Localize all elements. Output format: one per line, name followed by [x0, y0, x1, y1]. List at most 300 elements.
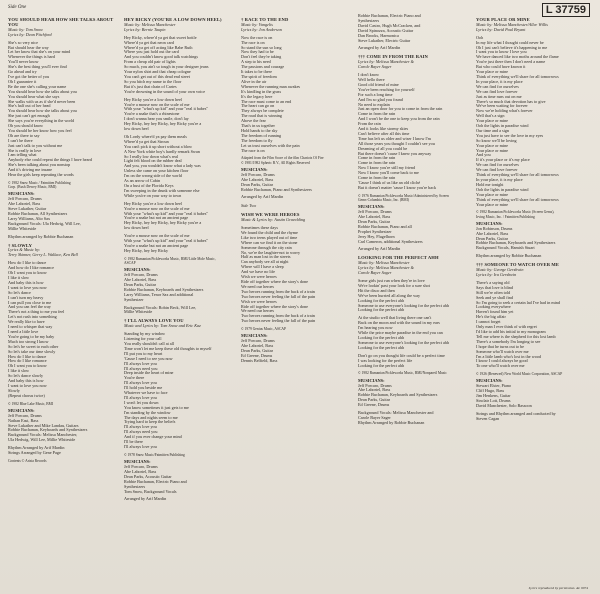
text-line: Robbie Buchanan, Piano and all [358, 223, 412, 229]
lyrics-column-4 [358, 14, 468, 588]
text-line: Robbie Buchanan, Keyboards and Synthesizers [476, 240, 556, 246]
text-line: Abe Laboriel, Bass [241, 343, 274, 349]
text-line: David Manchester, Solo Bassoon [476, 402, 532, 408]
copyright-line: © 1982 Rumanian Pickleworks Music, BMI/Little Mole Music, [124, 256, 216, 261]
text-line: Abe Laboriel, Bass [8, 201, 41, 207]
text-line: Millie Whiteside [8, 225, 37, 231]
catalog-number: L 37759 [542, 3, 590, 17]
text-line: Standing by my window [124, 331, 166, 337]
text-line: I can pull you close to me [8, 299, 52, 305]
text-line: Strings and Rhythm arranged and conducted by [476, 410, 556, 416]
text-line: How do I like romance [8, 358, 47, 364]
text-line: From the rain [358, 121, 381, 127]
text-line: Rhythm Arranged by Arif Mardin [8, 445, 65, 451]
text-line: Tell me where is the shepherd for this lost lamb [476, 333, 556, 339]
text-line: Oh are there to say [8, 132, 40, 138]
credit-line: Music by: Tom Snow [8, 26, 43, 32]
text-line: The race must come to an end [241, 98, 292, 104]
text-line: I'm sweeping in the drunk with someone else [124, 187, 200, 193]
text-line: At the studio well that living there one can't [358, 315, 432, 321]
text-line: Go ahead and try [8, 69, 37, 75]
text-line: We're lookin' past your look for a sure shot [358, 282, 430, 288]
lyrics-column-2 [124, 14, 234, 588]
text-line: Our time and a sign [476, 127, 510, 133]
text-line: Synthesizers [358, 17, 380, 23]
text-line: There's so much that devotion has to give [476, 98, 546, 104]
text-line: The race is on [241, 147, 265, 153]
text-line: Steven Cagan [476, 415, 500, 421]
text-line: Hold hands to the sky [241, 127, 278, 133]
text-line: You just have to see the love in my eyes [476, 132, 544, 138]
text-line: I like it slow [8, 275, 30, 280]
text-line: I'll always love you [124, 424, 157, 430]
text-line: Ride off together where the story's done [241, 279, 308, 284]
text-line: For such a long time [358, 91, 393, 97]
text-line: I won't let you down [124, 399, 159, 405]
section-heading: MUSICIANS: [8, 191, 35, 197]
lyrics-column-3 [241, 14, 351, 588]
text-line: Abe Laboriel, Bass [124, 277, 157, 282]
text-line: Hey Ricky, hey hey Ricky, hey Ricky you're a [124, 121, 202, 127]
copyright-line: © 1982 Rumanian Pickleworks Music (Screen Gems), [476, 210, 555, 215]
copyright-line: ASCAP [124, 260, 136, 265]
text-line: You can't get out of this dead end street [124, 73, 190, 79]
credit-line: Carole Bayer Sager [358, 270, 392, 276]
text-line: David Spinozza, Acoustic Guitar [358, 27, 414, 33]
text-line: The heart can go on [241, 103, 275, 109]
credit-line: Carole Bayer Sager [358, 64, 392, 70]
text-line: Jeff Porcaro, Drums [8, 412, 42, 418]
text-line: Synthesizer [124, 296, 144, 302]
text-line: You should be her know how you feel [8, 127, 72, 133]
text-line: Oh I guarantee it [8, 78, 37, 84]
text-line: I can't be there [8, 137, 33, 143]
text-line: I'll always love you [124, 360, 157, 366]
text-line: 'Cause I need to see you now [124, 355, 173, 361]
text-line: So let's take our time slowly [8, 348, 56, 354]
text-line: The freedom to fly [241, 137, 273, 143]
side-one-label: Side One [8, 5, 27, 10]
text-line: low down heel [124, 126, 149, 132]
text-line: In your place, it is my place [476, 78, 523, 84]
text-line: Background Vocals, Hamish Stuart [476, 245, 535, 251]
text-line: Your place or mine [476, 142, 509, 148]
text-line: Arranged by Arif Mardin [124, 496, 167, 502]
text-line: They always be complete [241, 108, 284, 114]
text-line: I want to love you now [8, 382, 47, 388]
text-line: Be the one she's calling your name [8, 83, 67, 89]
text-line: low down heel [124, 225, 149, 231]
lyrics-column-5 [476, 14, 586, 588]
text-line: Your place or mine [476, 69, 509, 75]
copyright-line: © 1982 Snow Music / Fatmitten Publishing [8, 181, 71, 185]
text-line: Ooh the lights in paradise wind [476, 186, 529, 192]
text-line: Abe Laboriel, Bass [358, 214, 391, 220]
text-line: Background Vocals: Melissa Manchester, [8, 432, 78, 438]
text-line: I hope that he turns out to be [476, 343, 525, 349]
text-line: Oh you should know [8, 123, 44, 129]
text-line: Where can we find it on the stone [241, 239, 298, 245]
text-line: The spirit of freedom [241, 73, 277, 79]
text-line: So I'm going to seek a certain lad I've had in mind [476, 299, 560, 305]
text-line: We can find for ourselves [476, 162, 519, 168]
text-line: I can't turn my heavy [8, 294, 44, 300]
text-line: Two heroes running from the back of a train [241, 288, 315, 294]
text-line: She walks with us as if she'd never been [8, 98, 76, 104]
text-line: Jeff Porcaro, Drums [241, 338, 275, 344]
text-line: Come in from the rain [358, 175, 396, 181]
text-line: (Repeat chorus twice) [8, 392, 45, 398]
text-line: Looking for the perfect ahh [358, 362, 405, 368]
text-line: Where'd ya get off acting like Babe Ruth [124, 44, 193, 50]
text-line: I'll always love you [124, 444, 157, 449]
text-line: And if you ever change your mind [124, 434, 182, 440]
text-line: I'm standing by the window [124, 409, 171, 415]
text-line: Back on the moon and with the sound in my ears [358, 320, 440, 326]
text-line: Hear the girls keep repeating the words [8, 172, 74, 178]
lyrics-column-1 [8, 14, 118, 588]
copyright-line: © 1979 Genius Music, ASCAP [241, 327, 286, 332]
text-line: I've got the better of you [8, 73, 50, 79]
text-line: We have danced like two moths around the flame [476, 54, 559, 60]
text-line: Unless she came on your kitchen floor [124, 168, 189, 174]
text-line: Abe Laboriel, Bass [241, 176, 274, 182]
text-line: Don't feel they're taking [241, 54, 282, 60]
text-line: Rhythm arranged by Robbie Buchanan [8, 233, 74, 239]
text-line: Oh I want you to know [8, 363, 47, 369]
text-line: I'd like to add his initial to my monogram [476, 328, 546, 334]
text-line: In my life what I thought could never be [476, 39, 544, 45]
text-line: The race is on [241, 39, 265, 45]
text-line: You're going to be my baby [8, 333, 55, 339]
text-line: So I really low down what's real [124, 153, 179, 159]
text-line: No need to explain [358, 101, 390, 107]
text-line: Where'd ya get that Siroun [124, 138, 169, 144]
text-line: Like two teens played out of time [241, 234, 298, 240]
text-line: And we have no life [241, 269, 275, 275]
text-line: I'll always love you [124, 394, 157, 400]
text-line: You're a mouse now on the scale of me [124, 205, 190, 211]
text-line: And you couldn't know good talk watchings [124, 54, 199, 60]
text-line: Jeff Porcaro, Drums [8, 196, 42, 202]
text-line: Background Vocals: Melissa Manchester and [358, 410, 434, 416]
text-line: With your "what's up kid" and your "real it babes" [124, 106, 209, 112]
text-line: Oh I want you to know [8, 270, 47, 276]
text-line: Don't go on you thought life could be a perfect time [358, 352, 445, 358]
text-line: Robbie Buchanan, Keyboards and Synthesizers [358, 392, 438, 398]
text-line: Just can't talk to you without me [8, 142, 63, 148]
footer-note: Lyrics reproduced by permission. AL 9074 [528, 586, 588, 590]
text-line: Listening for your call [124, 336, 162, 342]
text-line: Tom Snow, Background Vocals [124, 488, 177, 494]
text-line: That's in us together [241, 123, 275, 129]
text-line: We can find love forever [476, 167, 518, 173]
text-line: And I won't be the one to keep you from the rain [358, 116, 440, 122]
text-line: Let her know that she's on your mind [8, 49, 71, 55]
text-line: You're a mouse now on the scale of me [124, 101, 190, 107]
text-line: Good old friend of mine [358, 81, 399, 87]
text-line: Sinclair Lott, Drums [476, 398, 511, 404]
text-line: It takes to be there [241, 69, 272, 75]
text-line: I'll hold you beside me [124, 385, 163, 391]
text-line: Just an open door for you to come in from the rain [358, 106, 443, 112]
text-line: Seek and ye shall find [476, 294, 513, 300]
text-line: You should hear how she talks about you [8, 108, 77, 114]
text-line: Larry Williams, Alto Sax [8, 215, 51, 221]
section-heading: MUSICIANS: [124, 267, 151, 273]
credit-line: Music by: Melissa Manchester [124, 21, 176, 27]
credit-line: Lyrics & Music by: [8, 247, 41, 253]
text-line: Time has left us older and wiser I know I'm [358, 135, 431, 141]
text-line: Jeff Porcaro, Drums [358, 209, 392, 215]
text-line: Steve Lukather and Mike Landau, Guitars [8, 422, 79, 428]
text-line: Someone to use everyone's looking for the perfect ahh [358, 339, 449, 345]
song-title: ††† COME IN FROM THE RAIN [358, 54, 428, 60]
copyright-line: Contents © Arista Records [8, 459, 47, 464]
section-heading: MUSICIANS: [241, 333, 268, 339]
text-line: Stewart Elster, Piano [476, 383, 512, 389]
text-line: Background Vocals: Robin Beck, Will Lee, [124, 304, 197, 310]
song-title: WISH WE WERE HEROES [241, 212, 300, 218]
text-line: Dean Parks, Guitar [358, 397, 390, 403]
text-line: Well that's a sign [476, 113, 505, 119]
text-line: To one who'll watch over me [476, 363, 525, 369]
text-line: And you can feel the way [8, 304, 51, 310]
text-line: I'll put you to my heart [124, 350, 163, 356]
text-line: And you, you wouldn't know what a lady was [124, 163, 201, 169]
text-line: Oh Lordy where'd ya pay them meals [124, 133, 187, 139]
song-title: † I'LL ALWAYS LOVE YOU [124, 318, 184, 324]
text-line: But it doesn't matter 'cause I know you're back [358, 184, 437, 190]
text-line: As an arrow of Cabin [124, 178, 161, 184]
text-line: Ride off together where the story's done [241, 303, 308, 309]
copyright-line: Adapted from the Film Score of the film Chariots Of Fire [241, 156, 324, 161]
text-line: Light felt blood on the rubber deal [124, 158, 182, 164]
text-line: Whenever the running man awakes [241, 83, 301, 89]
text-line: Haven't found him yet [476, 309, 514, 315]
text-line: Hey Ricky, where'd ya get that sweet bottle [124, 34, 197, 40]
credit-line: Music & Lyrics by: Austin Gravelding [241, 217, 306, 223]
text-line: Where you just hold out the card [124, 49, 179, 55]
text-line: She's so very nice [8, 39, 38, 45]
copyright-line: © 1982 Rumanian Pickleworks Music, BMI/Nonpareil Music [358, 371, 447, 376]
section-heading: MUSICIANS: [476, 378, 503, 384]
text-line: You're a snake but not an ancient page [124, 215, 189, 221]
text-line: We can find for ourselves [476, 83, 519, 89]
text-line: I'll always love you [124, 380, 157, 386]
text-line: You can't pick it up short without a blow [124, 143, 193, 149]
text-line: You're drowning in the sound of your own voice [124, 88, 206, 94]
text-line: A New York white boy's hardly remark Swan [124, 148, 200, 154]
text-line: Someone to use everyone's looking for the perfect ahh [358, 302, 449, 308]
text-line: Wish we were heroes [241, 274, 277, 280]
text-line: She's half out of her head [8, 103, 51, 109]
text-line: Looking for the perfect ahh [358, 334, 405, 340]
text-line: Come in from the rain [358, 160, 396, 166]
text-line: Can anybody see all at night [241, 259, 289, 265]
text-line: Two heroes never feeling the fall of the pain [241, 293, 316, 299]
text-line: Two heroes running from the back of a train [241, 313, 315, 319]
text-line: With your "what's up kid" and your "real it babes" [124, 210, 209, 216]
text-line: Robbie Buchanan, All Synthesizers [8, 211, 68, 217]
text-line: Carole Bayer Sager [358, 414, 391, 420]
text-line: Carl Cameron, additional Synthesizers [358, 238, 423, 244]
song-title: HEY RICKY (YOU'RE A LOW DOWN HEEL) [124, 17, 222, 22]
text-line: Steve Lukather, Guitar [8, 206, 47, 212]
text-line: We found the child and the rhyme [241, 229, 298, 235]
text-line: We need our heroes [241, 283, 275, 289]
text-line: Where'd ya get that neon card [124, 39, 174, 45]
text-line: She's the best thing you'll ever find [8, 64, 67, 70]
text-line: Robbie Buchanan, Electric Piano and [124, 478, 187, 484]
text-line: Hey Ricky, hey hey Ricky [124, 247, 169, 253]
text-line: Come in from the rain [358, 155, 396, 161]
text-line: Now we're holding what's forever [476, 108, 533, 114]
copyright-line: Irving Music, Inc. / Fatmitten Publishing [476, 214, 535, 219]
text-line: I like it slow [8, 368, 30, 374]
text-line: Hit the disco and then [358, 287, 395, 293]
text-line: Dean Parks, Guitar [124, 281, 156, 287]
text-line: Your place or mine [476, 191, 509, 197]
text-line: Now I know you're still my friend [358, 165, 416, 171]
text-line: Sometimes these days [241, 225, 278, 231]
text-line: There's a saying old [476, 279, 510, 285]
text-line: So let's be sweet to each other [8, 343, 59, 349]
text-line: While you're on your way to town [124, 192, 182, 198]
text-line: You should hear how she talks about you [8, 88, 77, 94]
credit-line: Music by: George Gershwin [476, 267, 524, 273]
song-title: † SLOWLY [8, 242, 32, 248]
song-title: † RACE TO THE END [241, 17, 289, 22]
text-line: I'm on the wrong side of the world [124, 173, 182, 179]
text-line: Prophet Synthesizer [358, 228, 392, 234]
text-line: Trying hard to keep the beliefs [124, 419, 176, 425]
text-line: A step to his need [241, 59, 271, 65]
text-line: You should hear what she says [8, 93, 60, 99]
text-line: You've been reaching for yourself [358, 86, 415, 92]
copyright-line: © 1981/1982 Spheric B.V., All Rights Reserved [241, 160, 310, 165]
text-line: Arranged by Arif Mardin [241, 194, 284, 200]
text-line: We've been hurried all along the way [358, 292, 421, 298]
text-line: You'll never know [8, 59, 39, 65]
credit-line: Music by: Vangelis [241, 21, 273, 27]
song-title: LOOKING FOR THE PERFECT AHH [358, 255, 439, 261]
credit-line: Music and Lyrics by: Tom Snow and Eric Kaz [124, 323, 201, 329]
text-line: And it's driving me insane [8, 167, 53, 173]
section-heading: MUSICIANS: [241, 166, 268, 172]
text-line: Millie Whiteside [124, 309, 153, 315]
text-line: Dean Parks, Guitar [358, 218, 390, 224]
text-line: You're a snake that's a rhinestone [124, 111, 180, 117]
text-line: Wish we were heroes [241, 298, 277, 304]
text-line: Your place or mine [476, 118, 509, 124]
text-line: Above the fear [241, 118, 266, 124]
text-line: Jeff Porcaro, Drums [124, 272, 158, 278]
text-line: Jerry Hey, Flugelhorn [358, 233, 395, 239]
text-line: Whenever the things is hard [8, 54, 55, 60]
text-line: Let's not rush into something [8, 314, 57, 320]
text-line: Abe Laboriel, Bass [124, 468, 157, 474]
text-line: Think of everything we'll share for all tomorrows [476, 196, 559, 202]
text-line: Dreaming of all you could be [358, 145, 408, 151]
text-line: Rhythm arranged by Robbie Buchanan [476, 253, 542, 259]
text-line: But who could have known it [476, 64, 526, 70]
text-line: In your place, it is my place [476, 177, 523, 182]
section-heading: MUSICIANS: [8, 407, 35, 413]
text-line: She is really in love [8, 147, 42, 153]
credit-line: Lyrics by: Jon Anderson [241, 26, 282, 32]
text-line: It's the legacy here [241, 93, 273, 99]
text-line: Anybody else could repeat the things I have heard [8, 157, 92, 163]
text-line: You know sometimes it just gets to me [124, 404, 189, 410]
text-line: Hey Ricky you're a low down heel [124, 96, 182, 102]
text-line: Synthesizers [124, 483, 146, 489]
text-line: Dean Parks, Guitar [241, 181, 273, 187]
text-line: Looking for the perfect ahh [358, 297, 405, 303]
side-label: Side Two [241, 203, 257, 209]
text-line: Jim Henkens, Guitar [476, 393, 511, 399]
text-line: I cannot forget [476, 319, 501, 325]
text-line: I'll always need you [124, 429, 158, 435]
text-line: So much, you ain't so tough in your designer jeans [124, 64, 209, 70]
text-line: There's a somebody I'm longing to see [476, 338, 541, 344]
copyright-line: Corp. (Bush Dewey Music, BMI) [8, 185, 57, 190]
text-line: You're there [124, 375, 145, 381]
text-line: Your place or mine [476, 147, 509, 153]
text-line: I'll be there [124, 439, 143, 445]
text-line: Now they had to be [241, 49, 274, 55]
text-line: The freedom of running [241, 132, 282, 138]
text-line: On a bust of the Florida Keys [124, 183, 174, 188]
text-line: Let us trust ourselves with the pain [241, 142, 300, 148]
text-line: Oh I just can't believe it's happening to me [476, 44, 548, 50]
text-line: If it's your place or it's my place [476, 157, 530, 163]
text-line: David Castro, Hugh McCracken, and [358, 22, 421, 28]
section-heading: MUSICIANS: [476, 220, 503, 226]
copyright-line: © 1926 (Renewed) New World Music Corporation, ASCAP [476, 372, 563, 377]
text-line: Dean Parks, Acoustic Guitar [124, 473, 172, 479]
copyright-line: © 1982 Blue Lake Music, BMI [8, 401, 54, 406]
credit-line: Terry Skinner, Gerry L. Wallace, Ken Bell [8, 252, 78, 258]
copyright-line: © 1978 Snow Music/Fatmitten Publishing [124, 452, 185, 457]
text-line: Hey Ricky, hey hey Ricky, hey Ricky you're a [124, 220, 202, 226]
text-line: But there doesn't 'cause I knew you anyway [358, 150, 432, 156]
text-line: We've been waiting for forever [476, 103, 528, 109]
text-line: Your nylon shirt and that cheap cologne [124, 69, 191, 75]
text-line: Alive in the air [241, 78, 267, 84]
text-line: She's been talking about you nonstop [8, 162, 71, 168]
text-line: Looking everywhere [476, 304, 511, 310]
text-line: You're a snake but not an ancient page [124, 242, 189, 248]
text-line: And you [476, 152, 491, 158]
text-line: 'Cause I think of us like an old cliché [358, 180, 421, 185]
text-line: Whatever we have to face [124, 390, 168, 396]
text-line: I am telling what [8, 152, 37, 158]
section-heading: MUSICIANS: [358, 204, 385, 210]
text-line: I don't wanna hear you smile, don't lay [124, 116, 189, 122]
text-line: Cliff Hugo, Bass [476, 388, 505, 394]
text-line: With your "what's up kid" and your "real it babes" [124, 238, 209, 244]
text-line: I know I could always be good [476, 358, 528, 364]
text-line: Rhythm Arranged by Robbie Buchanan [358, 419, 425, 425]
text-line: Ula Hedwig, Will Lee, Millie Whiteside [8, 437, 76, 443]
text-line: So let's dance slowly [8, 373, 44, 379]
text-line: Can't believe after all this time [358, 130, 410, 136]
text-line: Hold me tonight [476, 181, 504, 187]
text-line: And how do I like romance [8, 265, 54, 271]
text-line: Abe Laboriel, Bass [476, 230, 509, 236]
text-line: We really like to have [8, 319, 45, 325]
